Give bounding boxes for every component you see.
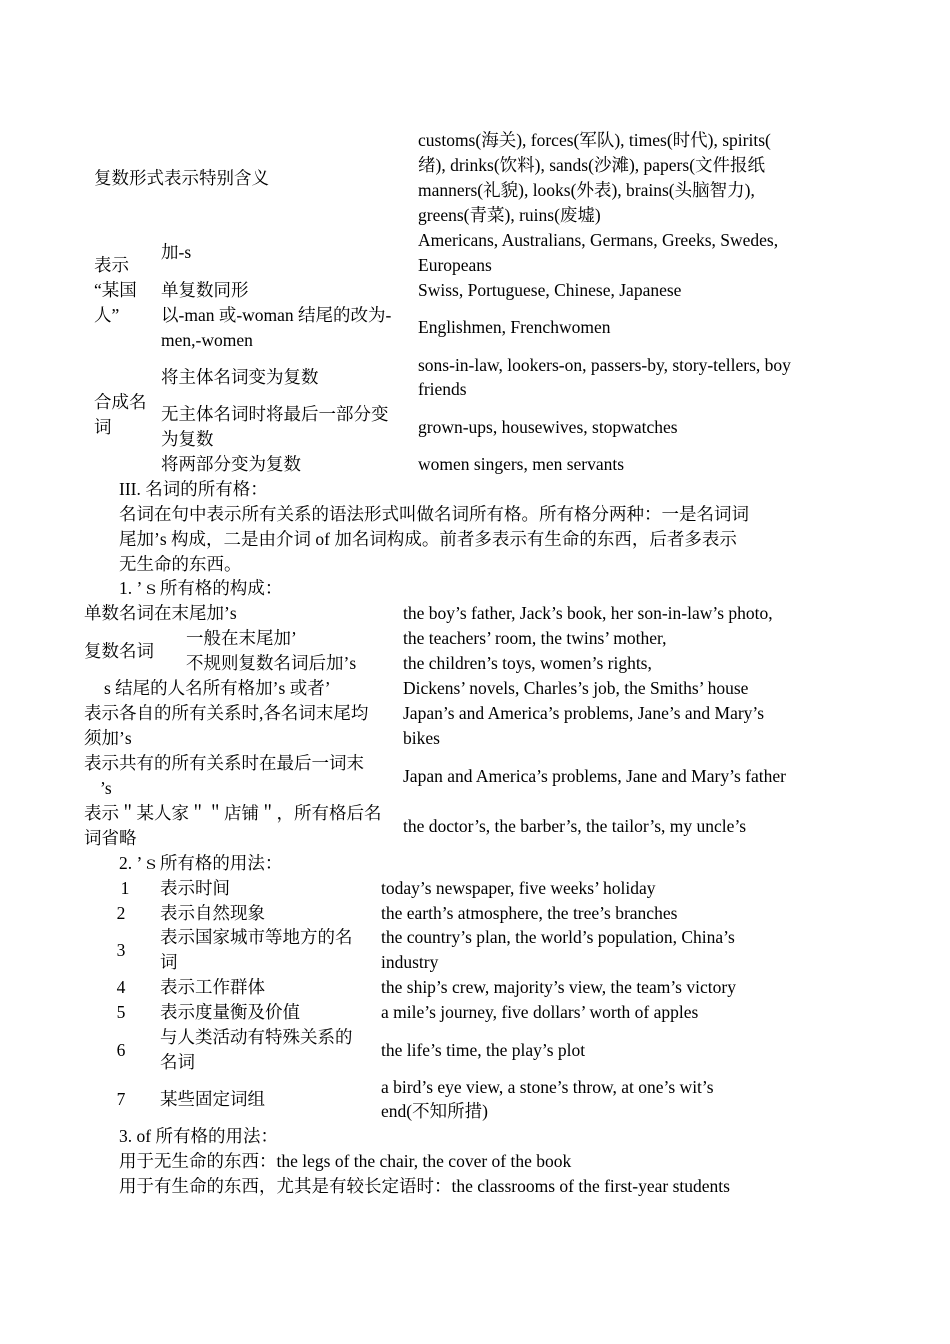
nationality-rule-man-woman-cont: men,-women [161,330,253,350]
formation-example: the children’s toys, women’s rights, [403,653,652,673]
usage-label: 某些固定词组 [160,1089,265,1109]
nationality-label-line-2: “某国 [94,280,137,300]
usage-example: a mile’s journey, five dollars’ worth of apples [381,1002,699,1022]
usage-number: 1 [120,878,130,898]
usage-label: 表示国家城市等地方的名 [160,927,353,947]
subheading-usage: 2. ’ｓ所有格的用法： [119,853,283,873]
formation-example: the teachers’ room, the twins’ mother, [403,628,667,648]
compound-rule: 为复数 [161,429,214,449]
subheading-of-possessive: 3. of 所有格的用法： [119,1126,278,1146]
usage-label: 名词 [160,1052,195,1072]
usage-example: a bird’s eye view, a stone’s throw, at one’s wit’s [381,1077,714,1097]
formation-example: bikes [403,728,440,748]
usage-number: 2 [116,903,126,923]
usage-label: 与人类活动有特殊关系的 [160,1027,353,1047]
formation-subrule: 不规则复数名词后加’s [186,653,357,673]
compound-example-line: sons-in-law, lookers-on, passers-by, story-tellers, boy [418,355,791,375]
nationality-rule-man-woman: 以-man 或-woman 结尾的改为- [161,305,392,325]
usage-example: the country’s plan, the world’s population, China’s [381,927,735,947]
nationality-rule-add-s: 加-s [161,242,192,262]
usage-label: 表示工作群体 [160,977,265,997]
special-meaning-examples-line-3: manners(礼貌), looks(外表), brains(头脑智力), [418,180,755,200]
usage-example: today’s newspaper, five weeks’ holiday [381,878,656,898]
intro-line-2: 尾加’s 构成，二是由介词 of 加名词构成。前者多表示有生命的东西，后者多表示 [119,529,737,549]
of-possessive-line-2: 用于有生命的东西，尤其是有较长定语时：the classrooms of the first-year students [119,1176,730,1196]
formation-rule: 单数名词在末尾加’s [84,603,237,623]
usage-example: the ship’s crew, majority’s view, the team’s victory [381,977,736,997]
formation-subrule: 一般在末尾加’ [186,628,297,648]
special-meaning-examples-line-2: 绪), drinks(饮料), sands(沙滩), papers(文件报纸 [418,155,766,175]
usage-example: the life’s time, the play’s plot [381,1040,586,1060]
usage-label: 表示自然现象 [160,903,265,923]
formation-rule: 复数名词 [84,641,154,661]
special-meaning-examples-line-1: customs(海关), forces(军队), times(时代), spirits( [418,130,771,150]
formation-example: Japan’s and America’s problems, Jane’s and Mary’s [403,703,765,723]
formation-rule: 表示共有的所有关系时在最后一词末 [84,753,364,773]
usage-label: 表示度量衡及价值 [160,1002,300,1022]
formation-rule: s 结尾的人名所有格加’s 或者’ [104,678,331,698]
compound-rule: 将主体名词变为复数 [161,367,319,387]
nationality-example-line: Americans, Australians, Germans, Greeks, Swedes, [418,230,779,250]
formation-rule: 词省略 [84,828,137,848]
usage-label: 表示时间 [160,878,230,898]
usage-number: 6 [116,1040,126,1060]
usage-number: 4 [116,977,126,997]
formation-example: the doctor’s, the barber’s, the tailor’s, my uncle’s [403,816,747,836]
formation-rule: 须加’s [84,728,132,748]
nationality-label-line-1: 表示 [94,255,129,275]
compound-example-line: grown-ups, housewives, stopwatches [418,417,678,437]
formation-example: the boy’s father, Jack’s book, her son-in-law’s photo, [403,603,773,623]
formation-rule: ’s [100,778,112,798]
nationality-rule-same-form: 单复数同形 [161,280,249,300]
compound-rule: 将两部分变为复数 [161,454,301,474]
formation-rule: 表示＂某人家＂＂店铺＂，所有格后名 [84,803,382,823]
usage-number: 5 [116,1002,126,1022]
subheading-formation: 1. ’ｓ所有格的构成： [119,578,283,598]
special-meaning-examples-line-4: greens(青菜), ruins(废墟) [418,205,601,225]
of-possessive-line-1: 用于无生命的东西：the legs of the chair, the cover of the book [119,1151,572,1171]
usage-example: industry [381,952,439,972]
compound-example-line: women singers, men servants [418,454,625,474]
usage-example: end(不知所措) [381,1101,488,1121]
nationality-example-line: Europeans [418,255,492,275]
formation-example: Japan and America’s problems, Jane and Mary’s father [403,766,786,786]
usage-label: 词 [160,952,178,972]
special-meaning-label: 复数形式表示特别含义 [94,168,269,188]
nationality-example-line: Swiss, Portuguese, Chinese, Japanese [418,280,682,300]
section-heading: III. 名词的所有格： [119,479,268,499]
intro-line-3: 无生命的东西。 [119,554,242,574]
nationality-label-line-3: 人” [94,305,120,325]
formation-example: Dickens’ novels, Charles’s job, the Smiths’ house [403,678,749,698]
compound-rule: 无主体名词时将最后一部分变 [161,404,389,424]
compound-label-line-1: 合成名 [94,392,147,412]
usage-example: the earth’s atmosphere, the tree’s branches [381,903,678,923]
formation-rule: 表示各自的所有关系时,各名词末尾均 [84,703,369,723]
compound-label-line-2: 词 [94,417,112,437]
usage-number: 3 [116,940,126,960]
intro-line-1: 名词在句中表示所有关系的语法形式叫做名词所有格。所有格分两种：一是名词词 [119,504,749,524]
usage-number: 7 [116,1089,126,1109]
nationality-example-line: Englishmen, Frenchwomen [418,317,611,337]
compound-example-line: friends [418,379,467,399]
